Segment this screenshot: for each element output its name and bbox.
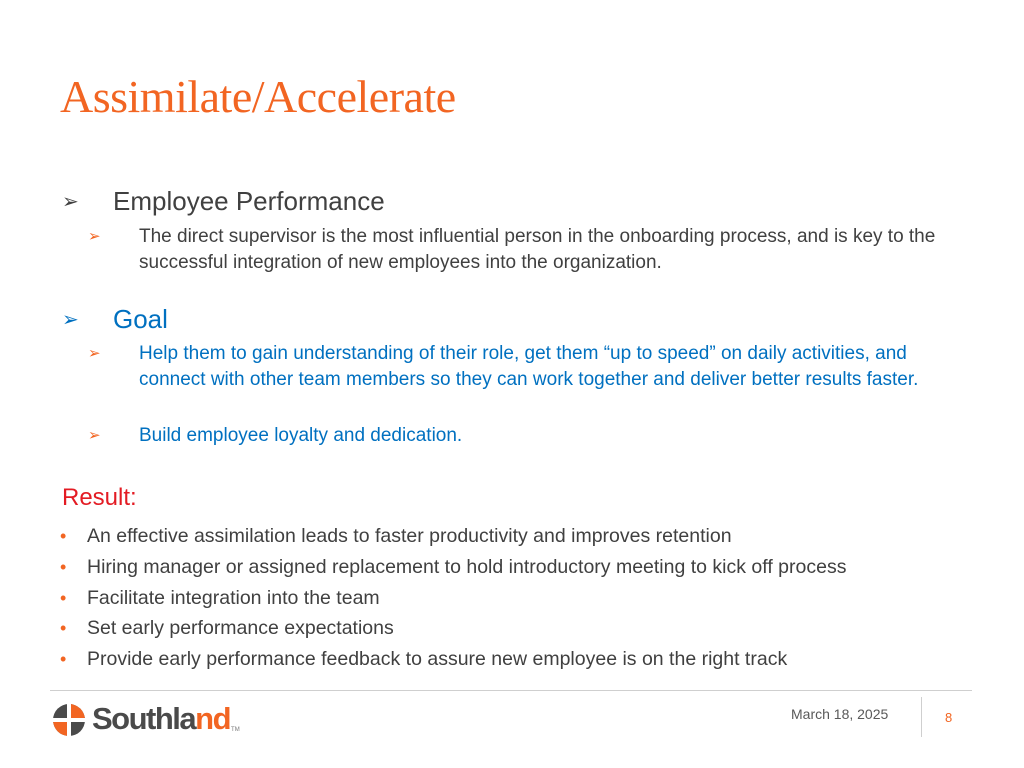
dot-bullet-icon: •	[60, 649, 67, 670]
footer-vertical-divider	[921, 697, 922, 737]
footer-divider	[50, 690, 972, 691]
arrowhead-bullet-icon: ➢	[62, 191, 79, 213]
slide-title: Assimilate/Accelerate	[60, 71, 456, 122]
dot-bullet-icon: •	[60, 587, 67, 608]
list-item-text: An effective assimilation leads to faster productivity and improves retention	[87, 525, 732, 547]
page-number: 8	[945, 710, 953, 725]
list-item-text: Provide early performance feedback to assure new employee is on the right track	[87, 648, 788, 671]
logo-wordmark	[92, 701, 230, 737]
footer-date: March 18, 2025	[791, 706, 889, 722]
dot-bullet-icon: •	[60, 618, 67, 639]
logo-wordmark-accent: nd	[195, 701, 231, 736]
list-item-text: Set early performance expectations	[87, 617, 394, 640]
list-item-text: Facilitate integration into the team	[87, 586, 380, 609]
logo-trademark: TM	[231, 727, 240, 733]
logo-wordmark-main: Southla	[92, 701, 196, 736]
section-heading: Goal	[113, 304, 168, 334]
list-item-text: Help them to gain understanding of their role, get them “up to speed” on daily activities, and connect with other team members so they can work together and deliver better results faster.	[139, 343, 919, 390]
arrowhead-bullet-icon: ➢	[88, 345, 101, 362]
southland-logo	[52, 700, 240, 740]
arrowhead-bullet-icon: ➢	[88, 427, 101, 444]
result-heading: Result:	[62, 484, 137, 511]
list-item-text: Hiring manager or assigned replacement to hold introductory meeting to kick off process	[87, 555, 847, 578]
dot-bullet-icon: •	[60, 556, 67, 577]
dot-bullet-icon: •	[60, 526, 67, 546]
arrowhead-bullet-icon: ➢	[88, 228, 101, 245]
section-heading: Employee Performance	[113, 186, 385, 216]
list-item-text: Build employee loyalty and dedication.	[139, 425, 463, 446]
arrowhead-bullet-icon: ➢	[62, 309, 79, 331]
list-item-text: The direct supervisor is the most influential person in the onboarding process, and is key to the successful integration of new employees into the organization.	[139, 226, 936, 273]
southland-logo-mark-icon	[52, 703, 86, 737]
